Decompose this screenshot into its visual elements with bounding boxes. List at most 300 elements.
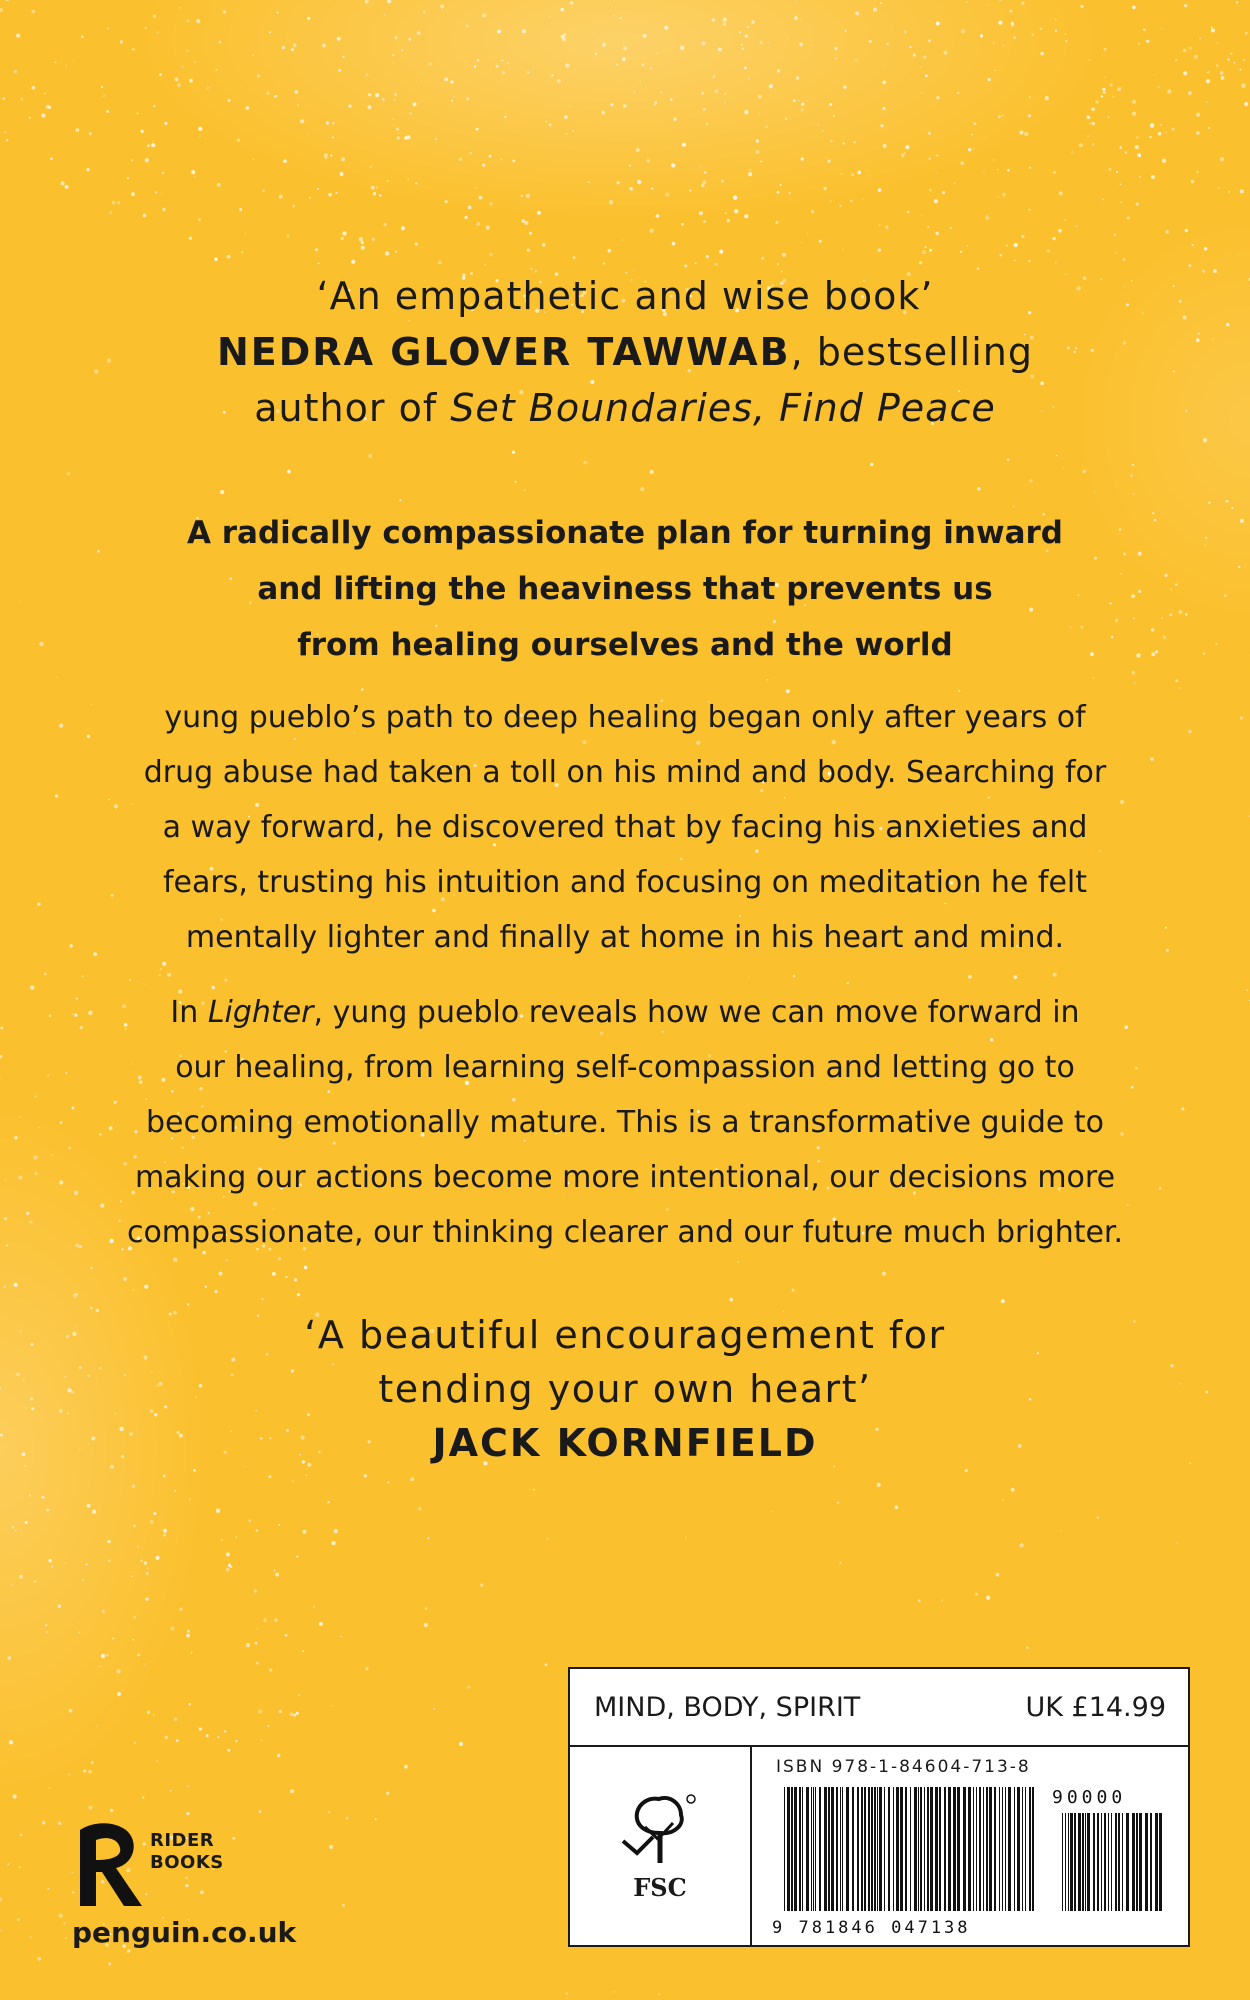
- barcode-bar: [852, 1787, 854, 1911]
- speckle: [747, 26, 749, 28]
- speckle: [179, 7, 181, 9]
- speckle: [1185, 229, 1188, 232]
- speckle: [46, 1509, 49, 1512]
- speckle: [106, 1654, 109, 1657]
- speckle: [640, 487, 644, 491]
- speckle: [366, 73, 369, 76]
- speckle: [913, 53, 916, 56]
- speckle: [140, 1560, 142, 1562]
- barcode-bar: [963, 1787, 966, 1911]
- barcode-bar: [877, 1787, 878, 1911]
- speckle: [65, 1937, 67, 1939]
- speckle: [936, 154, 938, 156]
- speckle: [2, 97, 5, 100]
- speckle: [375, 1818, 377, 1820]
- speckle: [1115, 252, 1117, 254]
- publisher-logo: [72, 1820, 297, 1970]
- speckle: [417, 31, 421, 35]
- speckle: [206, 1734, 209, 1737]
- speckle: [279, 1710, 282, 1713]
- speckle: [1166, 230, 1169, 233]
- speckle: [480, 1583, 483, 1586]
- speckle: [13, 1794, 17, 1798]
- speckle: [706, 123, 708, 125]
- speckle: [215, 69, 217, 71]
- speckle: [719, 250, 723, 254]
- speckle: [751, 20, 755, 24]
- speckle: [170, 1790, 172, 1792]
- speckle: [723, 18, 727, 22]
- speckle: [330, 154, 332, 156]
- speckle: [758, 95, 762, 99]
- barcode-bar: [828, 1787, 830, 1911]
- speckle: [744, 214, 748, 218]
- speckle: [19, 1575, 23, 1579]
- speckle: [1007, 458, 1009, 460]
- speckle: [394, 99, 395, 100]
- speckle: [1002, 193, 1006, 197]
- barcode-bar: [791, 1787, 793, 1911]
- speckle: [283, 159, 287, 163]
- barcode-bar: [794, 1787, 797, 1911]
- speckle: [1065, 40, 1067, 42]
- speckle: [526, 194, 530, 198]
- speckle: [670, 98, 672, 100]
- speckle: [134, 1742, 136, 1744]
- speckle: [397, 132, 398, 133]
- barcode-bar: [879, 1787, 882, 1911]
- speckle: [41, 1496, 44, 1499]
- speckle: [1136, 203, 1139, 206]
- barcode-addon-bar: [1104, 1813, 1106, 1911]
- review-book-title: Set Boundaries, Find Peace: [450, 386, 996, 430]
- speckle: [48, 106, 51, 109]
- speckle: [1112, 96, 1114, 98]
- speckle: [857, 170, 861, 174]
- speckle: [365, 1667, 368, 1670]
- speckle: [744, 110, 748, 114]
- speckle: [817, 124, 819, 126]
- speckle: [469, 152, 471, 154]
- barcode-bar: [953, 1787, 956, 1911]
- speckle: [90, 1267, 92, 1269]
- speckle: [629, 165, 631, 167]
- speckle: [267, 1725, 269, 1727]
- speckle: [706, 255, 709, 258]
- speckle: [855, 12, 859, 16]
- speckle: [701, 92, 703, 94]
- speckle: [1103, 91, 1106, 94]
- speckle: [459, 1742, 463, 1746]
- speckle: [328, 1811, 330, 1813]
- speckle: [665, 193, 669, 197]
- speckle: [395, 251, 397, 253]
- speckle: [1014, 260, 1016, 262]
- speckle: [968, 148, 971, 151]
- speckle: [322, 44, 325, 47]
- barcode-bar: [920, 1787, 922, 1911]
- speckle: [383, 14, 385, 16]
- speckle: [744, 67, 747, 70]
- speckle: [342, 1904, 345, 1907]
- speckle: [1172, 128, 1175, 131]
- paragraph-line: a way forward, he discovered that by facing his anxieties and: [162, 810, 1088, 845]
- speckle: [775, 221, 778, 224]
- speckle: [292, 1481, 293, 1482]
- speckle: [1028, 260, 1030, 262]
- speckle: [929, 249, 932, 252]
- speckle: [396, 127, 399, 130]
- speckle: [1003, 45, 1004, 46]
- barcode-bar: [846, 1787, 849, 1911]
- speckle: [58, 1822, 61, 1825]
- speckle: [133, 1289, 135, 1291]
- speckle: [175, 77, 179, 81]
- barcode-bar: [784, 1787, 785, 1911]
- speckle: [219, 1272, 223, 1276]
- barcode-bar: [944, 1787, 946, 1911]
- speckle: [997, 169, 998, 170]
- speckle: [882, 107, 885, 110]
- paragraph-line: drug abuse had taken a toll on his mind and body. Searching for: [143, 755, 1107, 790]
- speckle: [1114, 234, 1116, 236]
- speckle: [194, 176, 195, 177]
- speckle: [261, 1740, 263, 1742]
- speckle: [827, 160, 830, 163]
- speckle: [573, 256, 576, 259]
- speckle: [342, 231, 346, 235]
- paragraph-line: making our actions become more intentional, our decisions more: [134, 1160, 1116, 1195]
- speckle: [1167, 89, 1171, 93]
- speckle: [886, 43, 889, 46]
- speckle: [245, 232, 247, 234]
- speckle: [410, 1477, 414, 1481]
- speckle: [258, 1709, 262, 1713]
- barcode-bar: [910, 1787, 911, 1911]
- speckle: [1076, 226, 1077, 227]
- speckle: [724, 93, 726, 95]
- speckle: [1021, 235, 1024, 238]
- speckle: [1019, 1543, 1023, 1547]
- speckle: [386, 1792, 389, 1795]
- speckle: [928, 132, 931, 135]
- speckle: [132, 48, 134, 50]
- speckle: [524, 221, 528, 225]
- speckle: [1211, 26, 1213, 28]
- barcode-bar: [806, 1787, 809, 1911]
- speckle: [1188, 91, 1192, 95]
- speckle: [502, 71, 505, 74]
- barcode-bar: [840, 1787, 841, 1911]
- speckle: [1056, 455, 1057, 456]
- speckle: [226, 1552, 230, 1556]
- barcode-bar: [900, 1787, 903, 1911]
- speckle: [147, 1567, 148, 1568]
- speckle: [68, 1774, 70, 1776]
- barcode-area: [752, 1747, 1188, 1945]
- speckle: [131, 1575, 133, 1577]
- speckle: [1079, 143, 1083, 147]
- speckle: [387, 180, 389, 182]
- speckle: [724, 102, 725, 103]
- speckle: [1175, 59, 1177, 61]
- speckle: [924, 246, 926, 248]
- speckle: [1029, 479, 1032, 482]
- speckle: [466, 25, 468, 27]
- speckle: [613, 15, 615, 17]
- barcode-bar: [824, 1787, 827, 1911]
- speckle: [975, 1593, 978, 1596]
- speckle: [542, 243, 545, 246]
- speckle: [819, 240, 822, 243]
- speckle: [1055, 30, 1057, 32]
- speckle: [830, 140, 833, 143]
- speckle: [318, 263, 320, 265]
- speckle: [415, 182, 417, 184]
- speckle: [274, 1618, 278, 1622]
- speckle: [159, 73, 162, 76]
- speckle: [1160, 124, 1162, 126]
- speckle: [370, 165, 372, 167]
- barcode-bar: [888, 1787, 890, 1911]
- speckle: [160, 968, 162, 970]
- speckle: [608, 249, 612, 253]
- speckle: [81, 35, 84, 38]
- fsc-tree-icon: [615, 1791, 705, 1871]
- speckle: [712, 18, 716, 22]
- category-label: MIND, BODY, SPIRIT: [594, 1691, 861, 1723]
- speckle: [768, 42, 769, 43]
- barcode-bar: [927, 1787, 929, 1911]
- speckle: [141, 130, 144, 133]
- speckle: [445, 200, 448, 203]
- speckle: [557, 79, 561, 83]
- speckle: [257, 74, 260, 77]
- speckle: [904, 30, 907, 33]
- speckle: [67, 472, 70, 475]
- speckle: [1097, 1516, 1100, 1519]
- speckle: [1094, 491, 1096, 493]
- speckle: [1158, 86, 1160, 88]
- speckle: [986, 1596, 990, 1600]
- review-quote-text: ‘An empathetic and wise book’: [316, 274, 934, 318]
- speckle: [298, 1694, 300, 1696]
- speckle: [434, 1708, 435, 1709]
- speckle: [307, 17, 310, 20]
- speckle: [1132, 112, 1136, 116]
- speckle: [134, 1616, 136, 1618]
- speckle: [551, 74, 553, 76]
- speckle: [748, 977, 750, 979]
- speckle: [459, 158, 462, 161]
- speckle: [885, 63, 886, 64]
- speckle: [373, 192, 376, 195]
- barcode-bar: [811, 1787, 812, 1911]
- speckle: [983, 172, 984, 173]
- speckle: [19, 1866, 21, 1868]
- barcode-bar: [831, 1787, 834, 1911]
- speckle: [199, 1727, 202, 1730]
- speckle: [570, 1, 573, 4]
- speckle: [500, 159, 502, 161]
- speckle: [1055, 19, 1057, 21]
- speckle: [1091, 108, 1094, 111]
- speckle: [1062, 467, 1063, 468]
- speckle: [1192, 244, 1194, 246]
- speckle: [1228, 191, 1230, 193]
- speckle: [1241, 84, 1245, 88]
- speckle: [451, 100, 453, 102]
- speckle: [524, 489, 526, 491]
- speckle: [713, 75, 716, 78]
- speckle: [341, 157, 345, 161]
- barcode-bar: [957, 1787, 960, 1911]
- speckle: [895, 1505, 899, 1509]
- speckle: [227, 1749, 230, 1752]
- speckle: [1211, 28, 1215, 32]
- speckle: [1133, 493, 1134, 494]
- speckle: [334, 1529, 338, 1533]
- speckle: [1104, 48, 1107, 51]
- barcode-bar: [884, 1787, 885, 1911]
- speckle: [332, 136, 334, 138]
- speckle: [112, 201, 116, 205]
- speckle: [293, 44, 297, 48]
- barcode-bar: [930, 1787, 933, 1911]
- speckle: [402, 50, 404, 52]
- speckle: [285, 1634, 288, 1637]
- speckle: [8, 1656, 12, 1660]
- speckle: [79, 1632, 80, 1633]
- speckle: [144, 1663, 146, 1665]
- speckle: [1188, 264, 1191, 267]
- speckle: [237, 139, 240, 142]
- speckle: [1104, 77, 1105, 78]
- speckle: [268, 1475, 271, 1478]
- barcode-bar: [968, 1787, 971, 1911]
- speckle: [418, 1507, 421, 1510]
- speckle: [855, 60, 857, 62]
- speckle: [1116, 171, 1118, 173]
- barcode-bar: [979, 1787, 981, 1911]
- speckle: [777, 69, 780, 72]
- speckle: [1138, 43, 1140, 45]
- barcode-bar: [914, 1787, 917, 1911]
- barcode-bar: [1029, 1787, 1031, 1911]
- speckle: [20, 1834, 23, 1837]
- speckle: [440, 4, 444, 8]
- speckle: [801, 102, 805, 106]
- speckle: [290, 1789, 294, 1793]
- speckle: [1122, 258, 1125, 261]
- speckle: [793, 975, 795, 977]
- speckle: [397, 136, 400, 139]
- blurb-headline: [0, 505, 1250, 673]
- speckle: [507, 62, 509, 64]
- speckle: [1206, 101, 1208, 103]
- speckle: [107, 28, 109, 30]
- speckle: [187, 1630, 190, 1633]
- speckle: [1108, 168, 1111, 171]
- speckle: [137, 1653, 140, 1656]
- speckle: [302, 1650, 304, 1652]
- speckle: [936, 22, 940, 26]
- barcode-bar: [1008, 1787, 1011, 1911]
- speckle: [20, 98, 23, 101]
- barcode-bar: [1032, 1787, 1034, 1911]
- speckle: [49, 1787, 51, 1789]
- speckle: [907, 211, 909, 213]
- speckle: [127, 177, 129, 179]
- speckle: [466, 97, 469, 100]
- speckle: [450, 80, 453, 83]
- speckle: [685, 1537, 687, 1539]
- speckle: [929, 158, 931, 160]
- speckle: [83, 1769, 86, 1772]
- barcode-addon-bar: [1097, 1813, 1099, 1911]
- paragraph-line-prefix: In: [170, 995, 208, 1030]
- speckle: [364, 1474, 367, 1477]
- speckle: [854, 141, 856, 143]
- speckle: [843, 85, 846, 88]
- speckle: [602, 43, 606, 47]
- barcode-addon-bar: [1093, 1813, 1095, 1911]
- publisher-name-line: RIDER: [150, 1830, 215, 1851]
- speckle: [936, 172, 937, 173]
- barcode-addon-bar: [1101, 1813, 1102, 1911]
- speckle: [131, 159, 133, 161]
- speckle: [935, 232, 939, 236]
- speckle: [847, 982, 849, 984]
- speckle: [75, 1293, 78, 1296]
- speckle: [942, 1599, 944, 1601]
- speckle: [756, 140, 759, 143]
- barcode-addon-bar: [1082, 1813, 1084, 1911]
- speckle: [307, 135, 308, 136]
- speckle: [603, 262, 605, 264]
- speckle: [1002, 1499, 1004, 1501]
- speckle: [882, 1272, 886, 1276]
- speckle: [131, 192, 135, 196]
- speckle: [246, 106, 250, 110]
- speckle: [882, 81, 886, 85]
- speckle: [750, 169, 752, 171]
- speckle: [401, 226, 405, 230]
- speckle: [302, 1530, 306, 1534]
- fsc-logo: [570, 1747, 752, 1945]
- speckle: [153, 105, 155, 107]
- speckle: [159, 974, 161, 976]
- speckle: [715, 263, 718, 266]
- review-author: NEDRA GLOVER TAWWAB: [217, 330, 791, 374]
- speckle: [342, 56, 344, 58]
- speckle: [228, 99, 231, 102]
- speckle: [14, 1283, 18, 1287]
- barcode-bar: [999, 1787, 1000, 1911]
- speckle: [748, 172, 752, 176]
- speckle: [120, 40, 123, 43]
- barcode-addon-bar: [1122, 1813, 1123, 1911]
- speckle: [835, 47, 838, 50]
- speckle: [485, 264, 486, 265]
- speckle: [4, 1286, 6, 1288]
- speckle: [361, 241, 364, 244]
- barcode-addon-bar: [1145, 1813, 1148, 1911]
- speckle: [845, 30, 847, 32]
- speckle: [444, 78, 448, 82]
- speckle: [293, 1714, 296, 1717]
- speckle: [1239, 69, 1241, 71]
